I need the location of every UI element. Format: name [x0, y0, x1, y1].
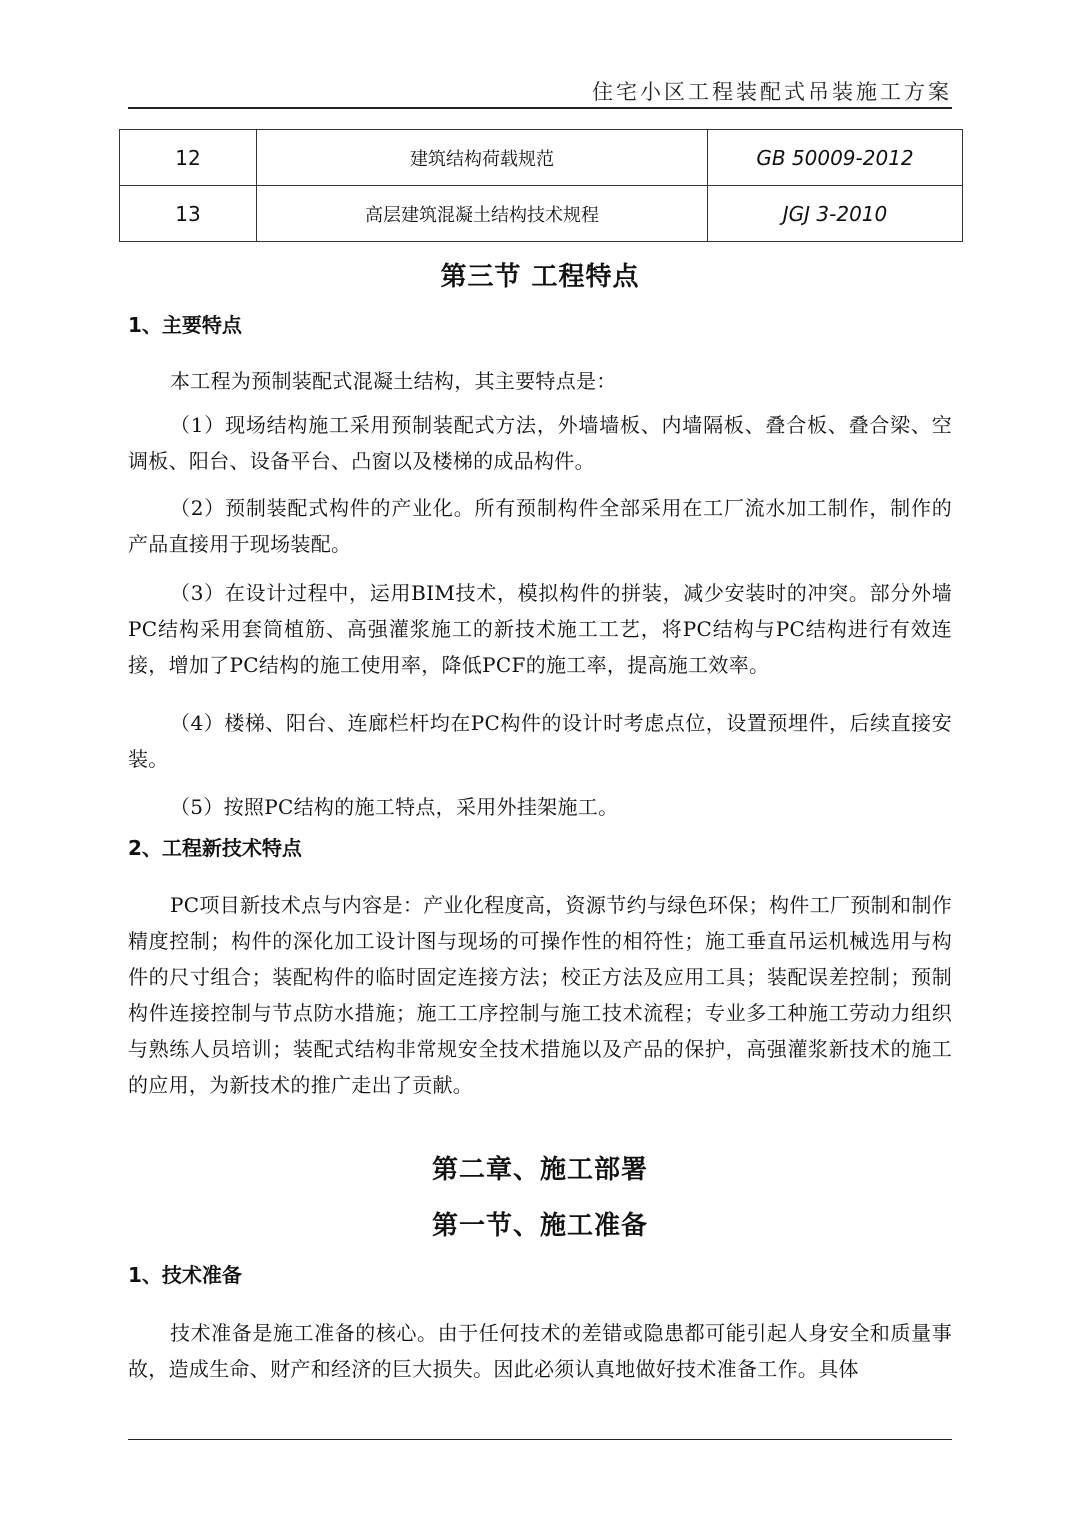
- table-row: [120, 186, 963, 242]
- section-title-features: 第三节 工程特点: [440, 262, 640, 292]
- section-title-preparation: 第一节、施工准备: [431, 1211, 648, 1241]
- paragraph-item-2: （2）预制装配式构件的产业化。所有预制构件全部采用在工厂流水加工制作，制作的产品直接用于现场装配。: [128, 496, 952, 556]
- paragraph-new-tech: PC项目新技术点与内容是：产业化程度高，资源节约与绿色环保；构件工厂预制和制作精度控制；构件的深化加工设计图与现场的可操作性的相符性；施工垂直吊运机械选用与构件的尺寸组合；装配构件的临时固定连接方法；校正方法及应用工具；装配误差控制；预制构件连接控制与节点防水措施；施工工序控制与施工技术流程；专业多工种施工劳动力组织与熟练人员培训；装配式结构非常规安全技术措施以及产品的保护，高强灌浆新技术的施工的应用，为新技术的推广走出了贡献。: [128, 893, 952, 1097]
- subheading-main-features: 1、主要特点: [128, 313, 242, 337]
- document-header-title: 住宅小区工程装配式吊装施工方案: [592, 80, 952, 104]
- standard-code: GB 50009-2012: [708, 130, 963, 186]
- footer-rule: [128, 1439, 952, 1440]
- standard-name: 高层建筑混凝土结构技术规程: [257, 186, 708, 242]
- paragraph-tech-preparation: 技术准备是施工准备的核心。由于任何技术的差错或隐患都可能引起人身安全和质量事故，造成生命、财产和经济的巨大损失。因此必须认真地做好技术准备工作。具体: [128, 1321, 952, 1381]
- chapter-title-deployment: 第二章、施工部署: [431, 1155, 648, 1185]
- row-number: 13: [120, 186, 257, 242]
- table-row: [120, 130, 963, 186]
- paragraph-item-5: （5）按照PC结构的施工特点，采用外挂架施工。: [170, 795, 619, 819]
- paragraph-item-3: （3）在设计过程中，运用BIM技术，模拟构件的拼装，减少安装时的冲突。部分外墙PC结构采用套筒植筋、高强灌浆施工的新技术施工工艺，将PC结构与PC结构进行有效连接，增加了PC结构的施工使用率，降低PCF的施工率，提高施工效率。: [128, 581, 952, 677]
- subheading-new-tech: 2、工程新技术特点: [128, 836, 302, 860]
- paragraph-item-1: （1）现场结构施工采用预制装配式方法，外墙墙板、内墙隔板、叠合板、叠合梁、空调板、阳台、设备平台、凸窗以及楼梯的成品构件。: [128, 413, 952, 473]
- paragraph-intro: 本工程为预制装配式混凝土结构，其主要特点是：: [170, 369, 617, 393]
- paragraph-item-4: （4）楼梯、阳台、连廊栏杆均在PC构件的设计时考虑点位，设置预埋件，后续直接安装。: [128, 711, 952, 771]
- standard-name: 建筑结构荷载规范: [257, 130, 708, 186]
- header-rule: [128, 107, 952, 109]
- standards-table: [119, 129, 963, 242]
- subheading-tech-preparation: 1、技术准备: [128, 1263, 242, 1287]
- standard-code: JGJ 3-2010: [708, 186, 963, 242]
- row-number: 12: [120, 130, 257, 186]
